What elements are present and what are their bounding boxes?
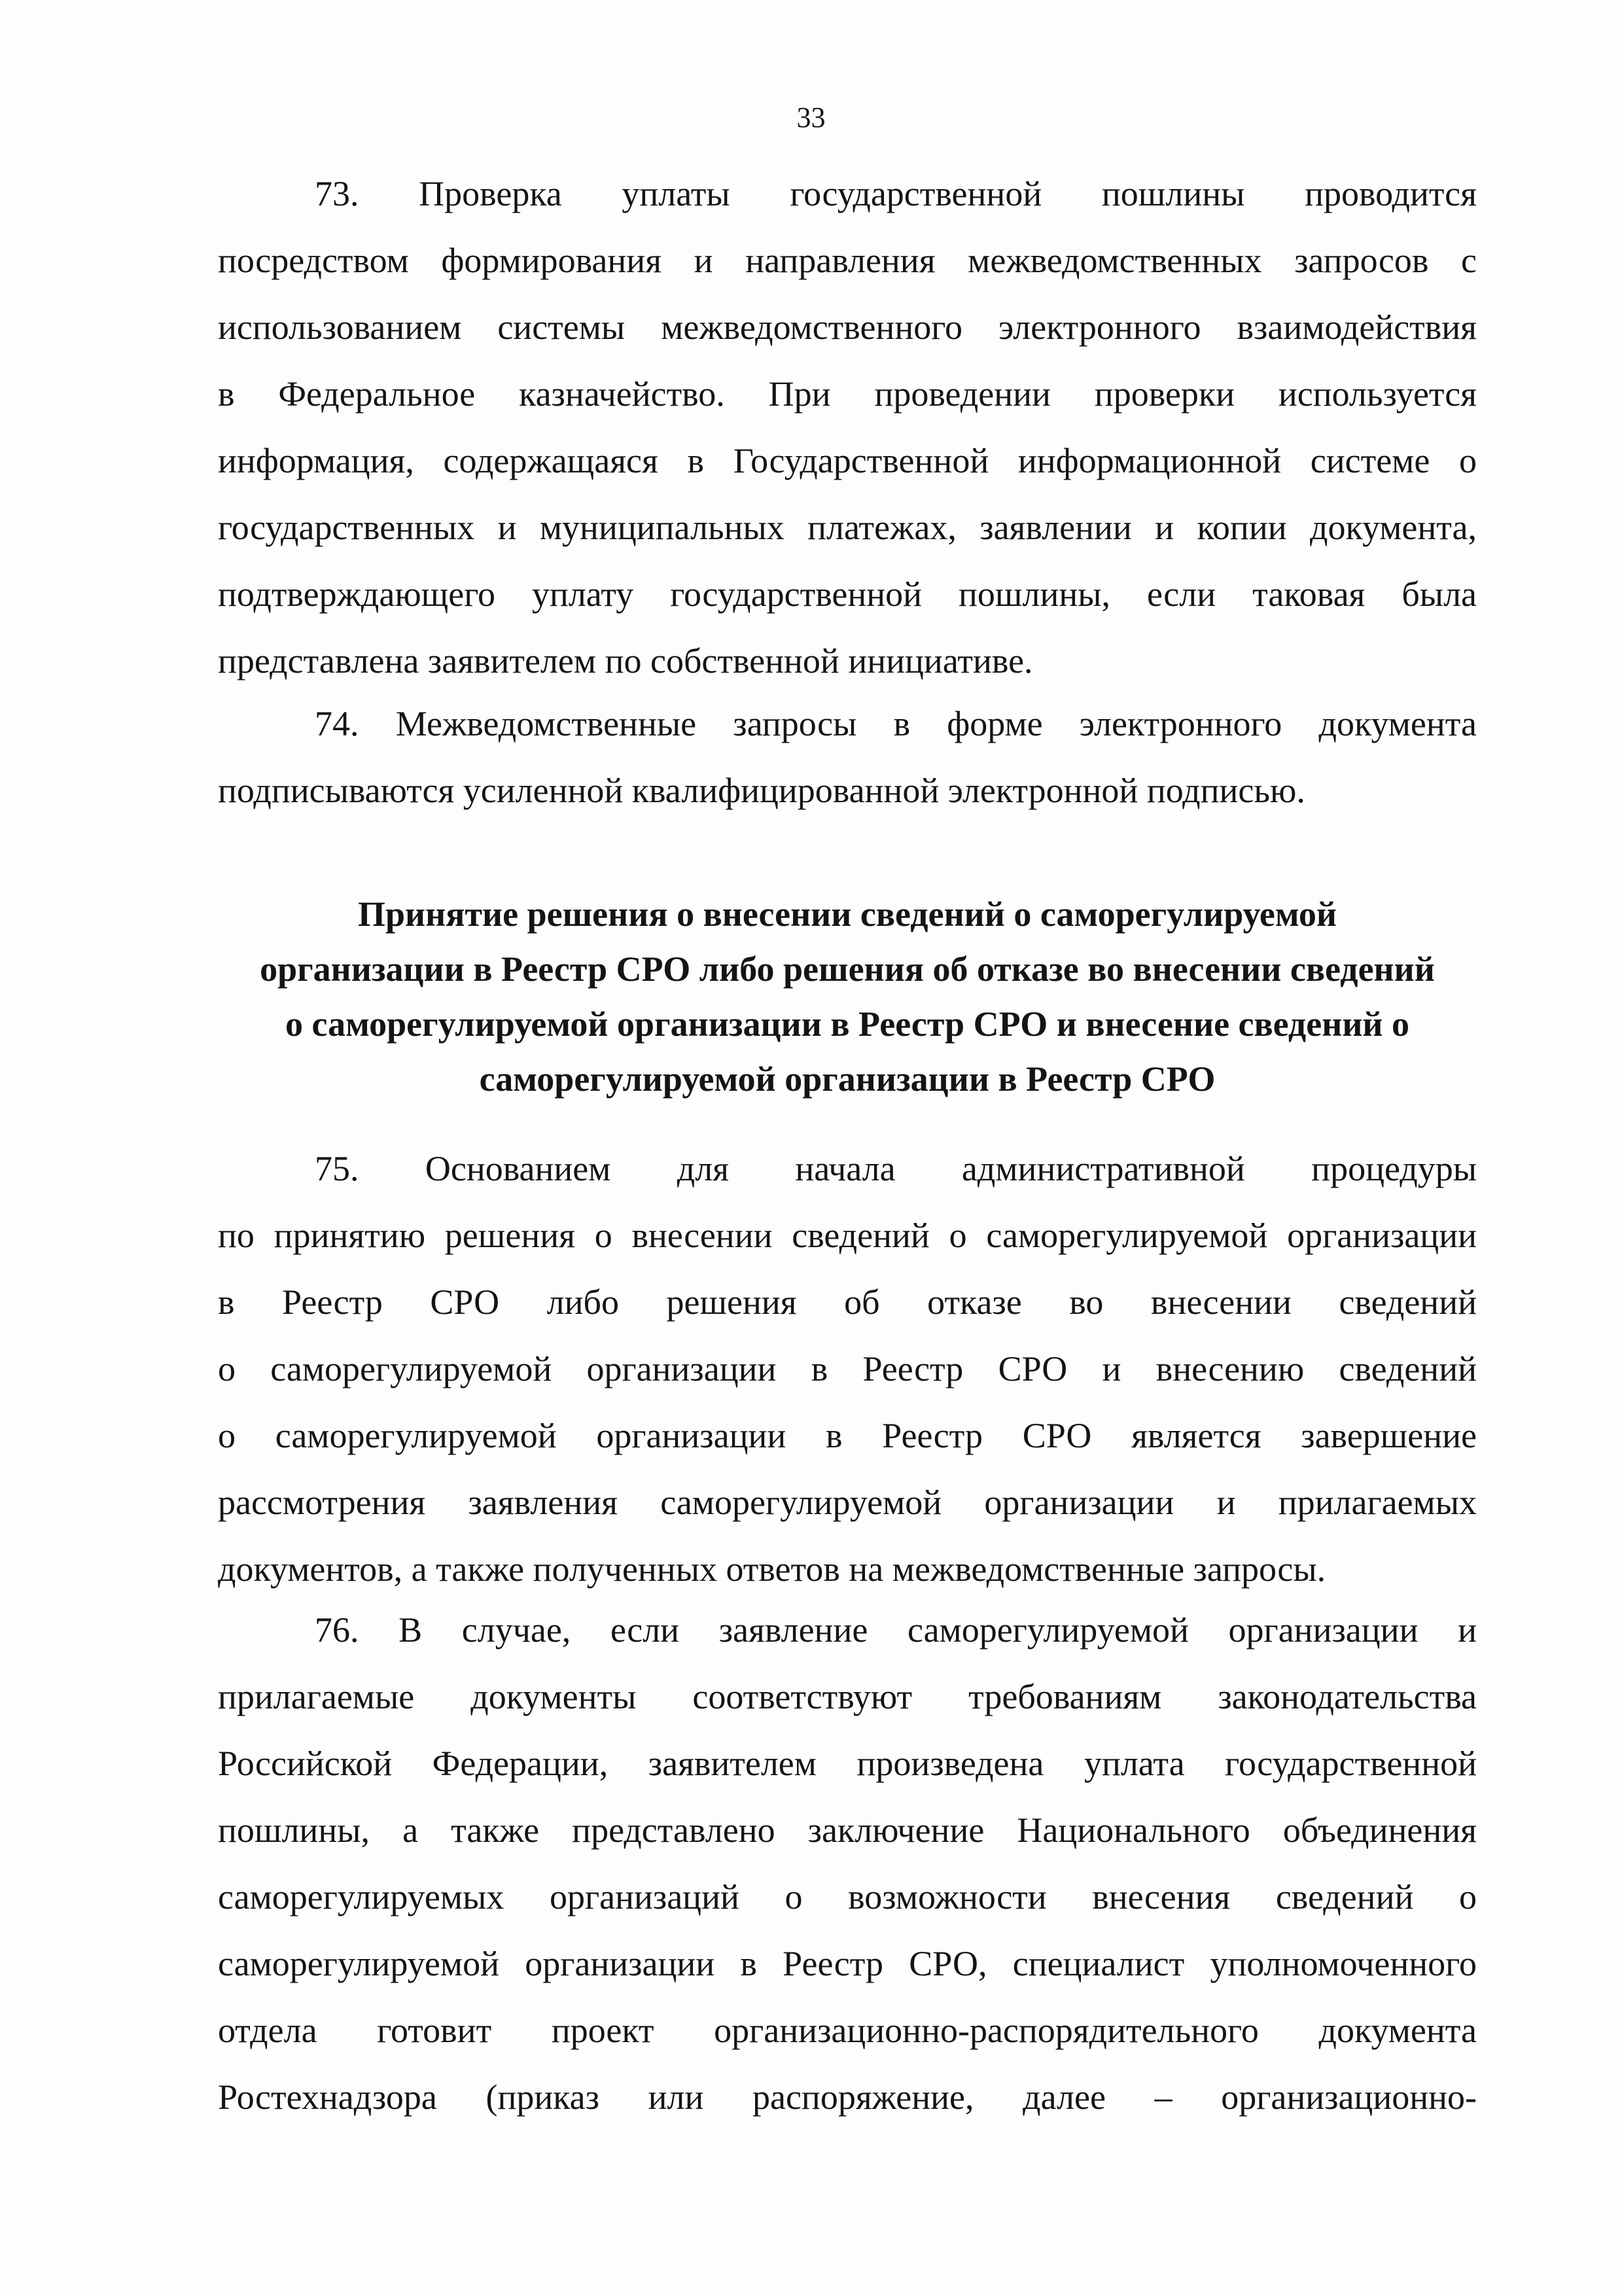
paragraph-line: саморегулируемых организаций о возможности внесения сведений о: [218, 1877, 1477, 1916]
paragraph-line: использованием системы межведомственного электронного взаимодействия: [218, 308, 1477, 347]
paragraph-line: отдела готовит проект организационно-распорядительного документа: [218, 2011, 1477, 2050]
paragraph-75: [218, 1135, 1477, 1602]
paragraph-line: пошлины, а также представлено заключение Национального объединения: [218, 1810, 1477, 1850]
paragraph-line: представлена заявителем по собственной инициативе.: [218, 641, 1033, 680]
paragraph-line: 74. Межведомственные запросы в форме электронного документа: [315, 704, 1477, 743]
page-number: 33: [796, 101, 826, 133]
heading-line: Принятие решения о внесении сведений о саморегулируемой: [357, 894, 1337, 934]
heading-line: саморегулируемой организации в Реестр СРО: [479, 1059, 1216, 1099]
paragraph-line: 75. Основанием для начала административной процедуры: [315, 1149, 1477, 1188]
paragraph-line: 76. В случае, если заявление саморегулируемой организации и: [315, 1610, 1477, 1650]
paragraph-line: Ростехнадзора (приказ или распоряжение, далее – организационно-: [218, 2077, 1477, 2117]
paragraph-line: в Федеральное казначейство. При проведении проверки используется: [218, 374, 1477, 414]
paragraph-line: Российской Федерации, заявителем произведена уплата государственной: [218, 1744, 1477, 1783]
paragraph-line: 73. Проверка уплаты государственной пошлины проводится: [315, 174, 1477, 213]
paragraph-line: государственных и муниципальных платежах, заявлении и копии документа,: [218, 508, 1477, 547]
paragraph-line: посредством формирования и направления межведомственных запросов с: [218, 241, 1477, 280]
paragraph-line: саморегулируемой организации в Реестр СРО, специалист уполномоченного: [218, 1944, 1477, 1983]
paragraph-line: подписываются усиленной квалифицированной электронной подписью.: [218, 771, 1305, 810]
paragraph-line: рассмотрения заявления саморегулируемой организации и прилагаемых: [218, 1483, 1477, 1522]
paragraph-line: прилагаемые документы соответствуют требованиям законодательства: [218, 1677, 1477, 1716]
paragraph-line: в Реестр СРО либо решения об отказе во внесении сведений: [218, 1282, 1477, 1322]
heading-line: о саморегулируемой организации в Реестр СРО и внесение сведений о: [285, 1004, 1410, 1044]
paragraph-76: [218, 1597, 1477, 2130]
paragraph-line: по принятию решения о внесении сведений о саморегулируемой организации: [218, 1216, 1477, 1255]
heading-line: организации в Реестр СРО либо решения об отказе во внесении сведений: [260, 949, 1435, 989]
paragraph-line: о саморегулируемой организации в Реестр СРО и внесению сведений: [218, 1349, 1477, 1388]
paragraph-line: подтверждающего уплату государственной пошлины, если таковая была: [218, 574, 1477, 614]
paragraph-74: [218, 690, 1477, 824]
paragraph-line: документов, а также полученных ответов на межведомственные запросы.: [218, 1549, 1326, 1589]
paragraph-line: информация, содержащаяся в Государственной информационной системе о: [218, 441, 1477, 480]
section-heading: [218, 887, 1477, 1106]
paragraph-73: [218, 160, 1477, 694]
paragraph-line: о саморегулируемой организации в Реестр СРО является завершение: [218, 1416, 1477, 1455]
